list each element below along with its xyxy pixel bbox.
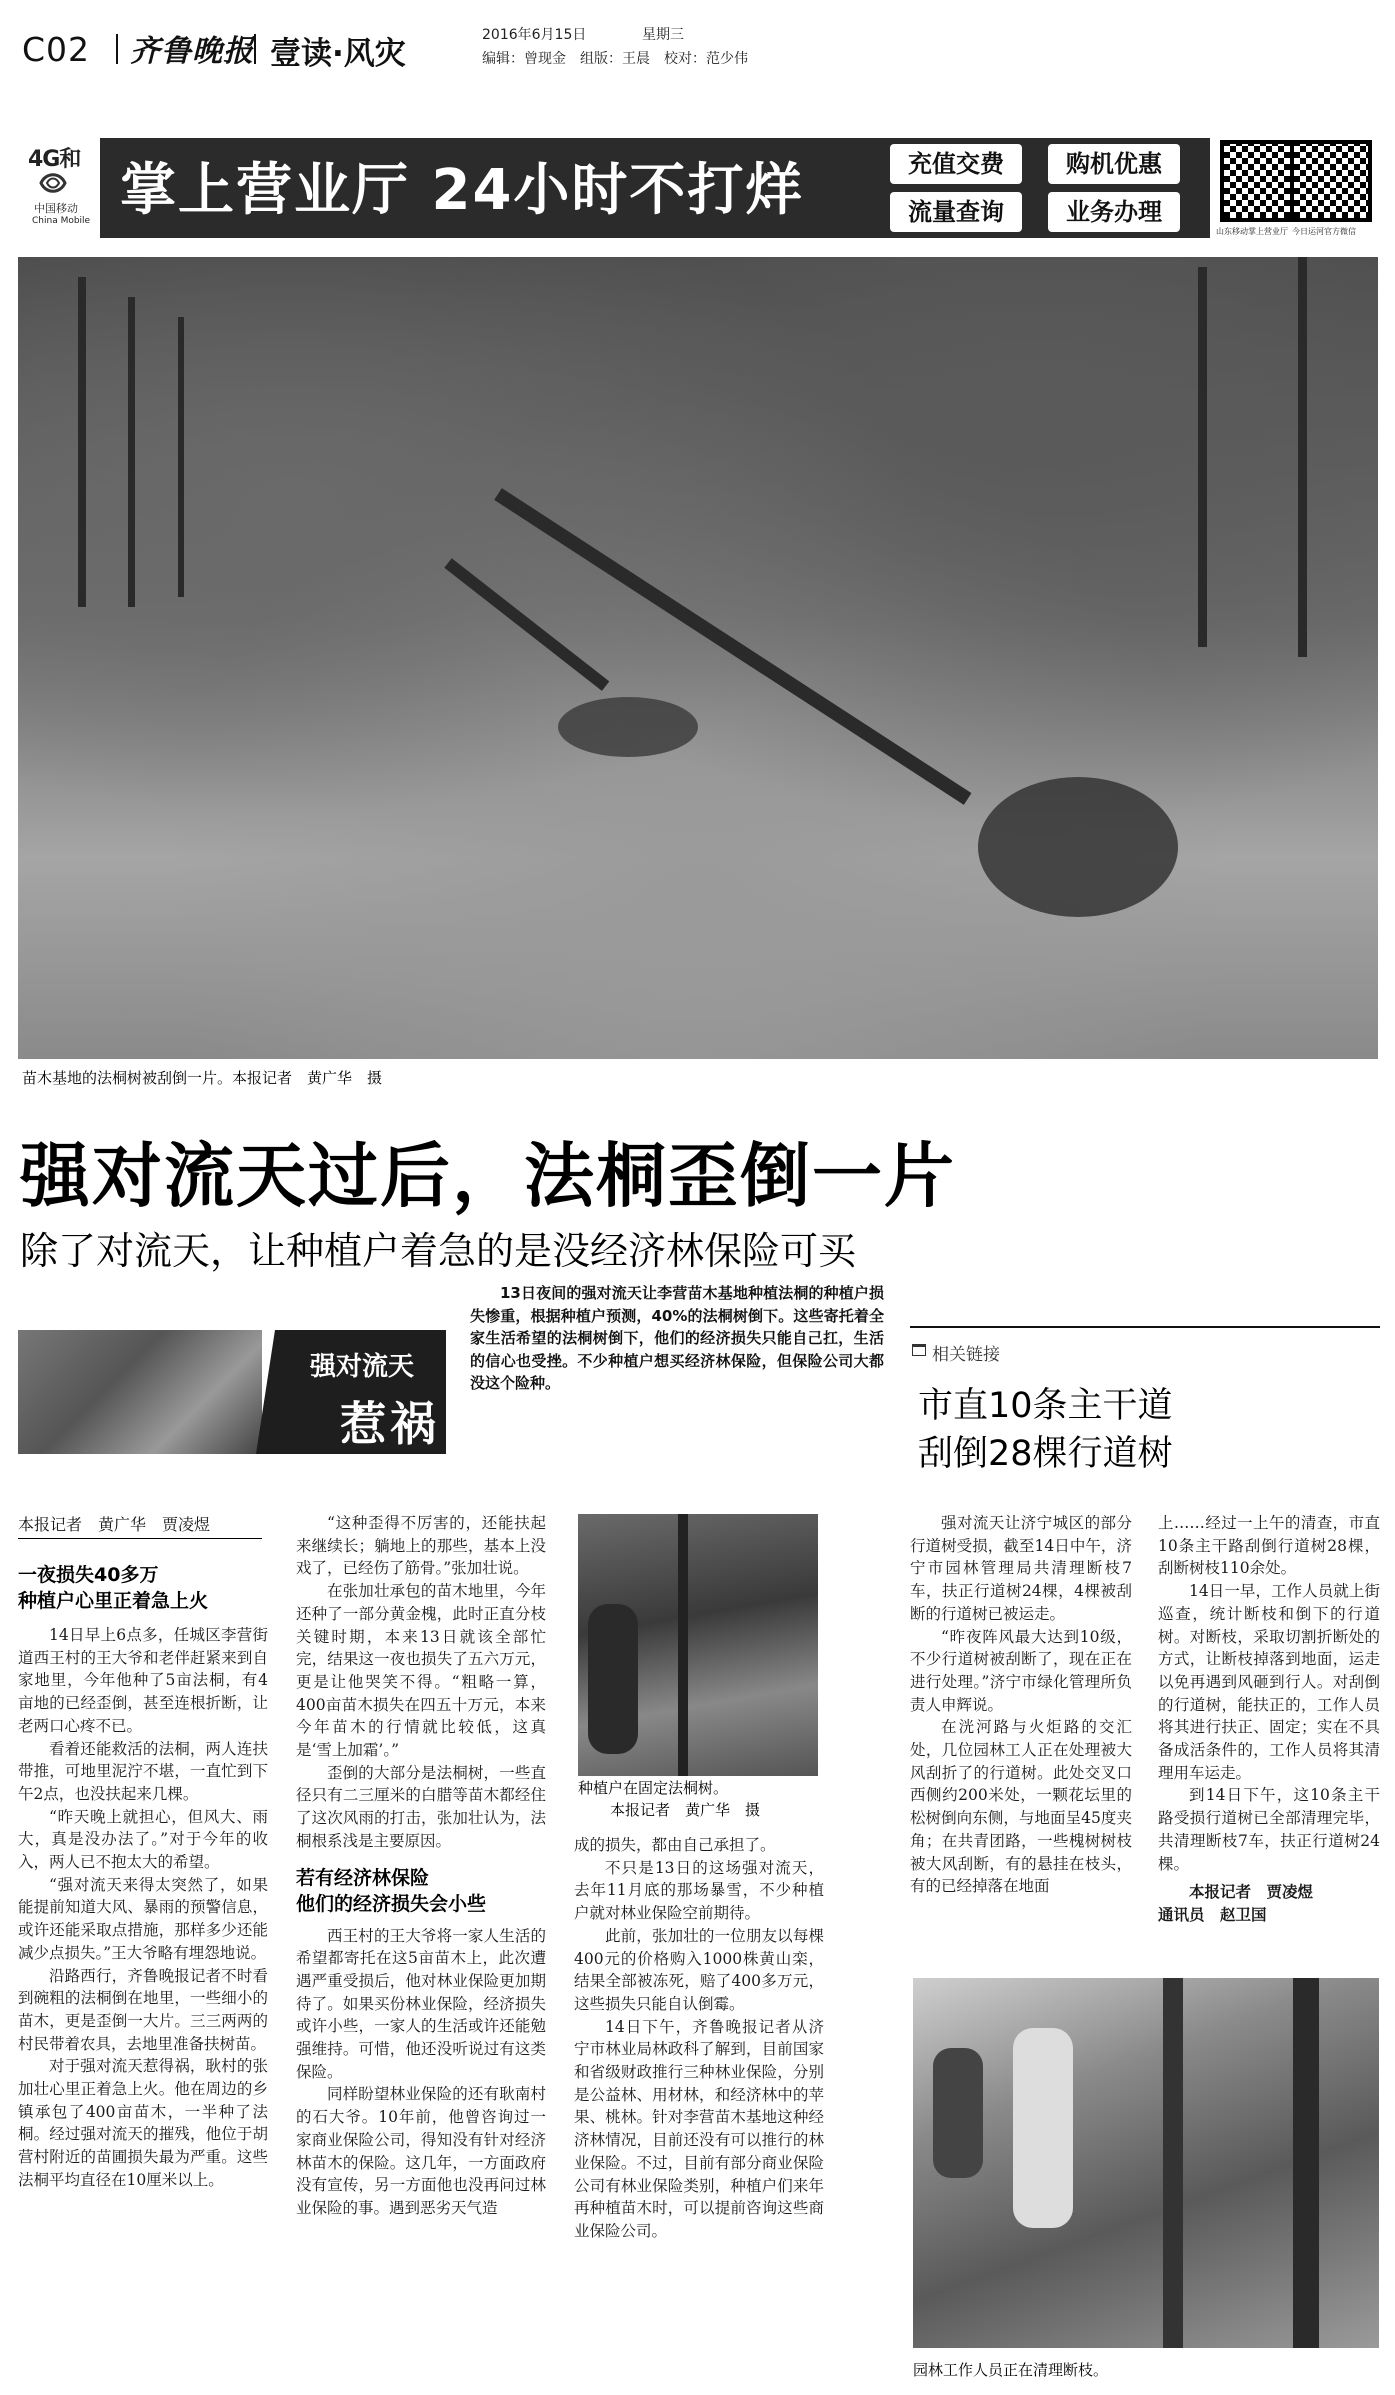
article-column-3 bbox=[574, 1834, 824, 2243]
kicker-photo bbox=[18, 1330, 262, 1454]
ad-button-services[interactable]: 业务办理 bbox=[1048, 192, 1180, 232]
ad-banner[interactable] bbox=[20, 138, 1378, 238]
header-divider bbox=[116, 34, 118, 64]
workers-photo-caption: 园林工作人员正在清理断枝。 bbox=[913, 2361, 1109, 2379]
paragraph: 此前，张加壮的一位朋友以每棵400元的价格购入1000株黄山栾，结果全部被冻死，赔了400多万元，这些损失只能自认倒霉。 bbox=[574, 1926, 824, 2013]
main-photo-fallen-trees bbox=[18, 257, 1378, 1059]
paragraph: 上……经过一上午的清查，市直10条主干路刮倒行道树28棵，刮断树枝110余处。 bbox=[1158, 1514, 1380, 1578]
ad-button-phone-deals[interactable]: 购机优惠 bbox=[1048, 144, 1180, 184]
section-title: 壹读·风灾 bbox=[270, 36, 406, 72]
paragraph: 在张加壮承包的苗木地里，今年还种了一部分黄金槐，此时正直分枝关键时期，本来13日就该全部忙完，结果这一夜也损失了五六万元，更是让他哭笑不得。“粗略一算，400亩苗木损失在四五十万元，本来今年苗木的行情就比较低，这真是‘雪上加霜’。” bbox=[296, 1582, 546, 1760]
page-number: C02 bbox=[22, 30, 91, 69]
qr-caption: 山东移动掌上营业厅 bbox=[1216, 227, 1288, 236]
farmer-photo-credit: 本报记者 黄广华 摄 bbox=[610, 1801, 761, 1819]
lede-paragraph: 13日夜间的强对流天让李营苗木基地种植法桐的种植户损失惨重，根据种植户预测，40%的法桐树倒下。这些寄托着全家生活希望的法桐树倒下，他们的经济损失只能自己扛，生活的信心也受挫。不少种植户想买经济林保险，但保险公司大都没这个险种。 bbox=[470, 1284, 884, 1393]
newspaper-logo: 齐鲁晚报 bbox=[130, 34, 254, 69]
paragraph: 成的损失，都由自己承担了。 bbox=[574, 1836, 776, 1854]
ad-brand-4g: 4G和 bbox=[28, 147, 81, 172]
related-title: 市直10条主干道 刮倒28棵行道树 bbox=[918, 1386, 1173, 1474]
paragraph: 14日一早，工作人员就上街巡查，统计断枝和倒下的行道树。对断枝，采取切割折断处的方式，让断枝掉落到地面，运走以免再遇到风砸到行人。对刮倒的行道树，能扶正的，工作人员将其进行扶正、固定；实在不具备成活条件的，工作人员将其清理用车运走。 bbox=[1158, 1582, 1380, 1782]
kicker-line-2: 惹祸 bbox=[340, 1397, 440, 1451]
paragraph: 强对流天让济宁城区的部分行道树受损，截至14日中午，济宁市园林管理局共清理断枝7车，扶正行道树24棵，4棵被刮断的行道树已被运走。 bbox=[910, 1514, 1132, 1623]
paragraph: 西王村的王大爷将一家人生活的希望都寄托在这5亩苗木上，此次遭遇严重受损后，他对林业保险更加期待了。如果买份林业保险，经济损失或许小些，一家人的生活或许还能勉强维持。可惜，他还没听说过有这类保险。 bbox=[296, 1926, 546, 2081]
ad-button-data-query[interactable]: 流量查询 bbox=[890, 192, 1022, 232]
related-byline: 通讯员 赵卫国 bbox=[1158, 1905, 1267, 1924]
paragraph: 同样盼望林业保险的还有耿南村的石大爷。10年前，他曾咨询过一家商业保险公司，得知没有针对经济林苗木的保险。这几年，一方面政府没有宣传，另一方面他也没再问过林业保险的事。遇到恶劣天气造 bbox=[296, 2085, 546, 2217]
workers-photo bbox=[913, 1978, 1379, 2348]
paragraph: “强对流天来得太突然了，如果能提前知道大风、暴雨的预警信息，或许还能采取点措施，那样多少还能减少点损失。”王大爷略有埋怨地说。 bbox=[18, 1875, 268, 1962]
kicker-line-1: 强对流天 bbox=[310, 1352, 415, 1382]
paragraph: 到14日下午，这10条主干路受损行道树已全部清理完毕，共清理断枝7车，扶正行道树24棵。 bbox=[1158, 1786, 1380, 1873]
main-photo-caption: 苗木基地的法桐树被刮倒一片。本报记者 黄广华 摄 bbox=[22, 1069, 383, 1087]
paragraph: “这种歪得不厉害的，还能扶起来继续长；躺地上的那些，基本上没戏了，已经伤了筋骨。”张加壮说。 bbox=[296, 1514, 546, 1578]
folder-icon bbox=[912, 1344, 926, 1356]
ad-brand-cn: 中国移动 bbox=[34, 202, 78, 215]
issue-weekday: 星期三 bbox=[642, 27, 684, 43]
subheadline: 除了对流天，让种植户着急的是没经济林保险可买 bbox=[20, 1229, 857, 1273]
paragraph: 歪倒的大部分是法桐树，一些直径只有二三厘米的白腊等苗木都经住了这次风雨的打击，张加壮认为，法桐根系浅是主要原因。 bbox=[296, 1763, 546, 1850]
article-column-2 bbox=[296, 1512, 546, 2220]
paragraph: “昨天晚上就担心，但风大、雨大，真是没办法了。”对于今年的收入，两人已不抱太大的希望。 bbox=[18, 1807, 268, 1872]
paragraph: 在洸河路与火炬路的交汇处，几位园林工人正在处理被大风刮折了的行道树。此处交叉口西侧约200米处，一颗花坛里的松树倒向东侧，与地面呈45度夹角；在共青团路，一些槐树树枝被大风刮断，有的悬挂在枝头，有的已经掉落在地面 bbox=[910, 1718, 1132, 1896]
paragraph: 对于强对流天惹得祸，耿村的张加壮心里正着急上火。他在周边的乡镇承包了400亩苗木，一半种了法桐。经过强对流天的摧残，他位于胡营村附近的苗圃损失最为严重。这些法桐平均直径在10厘米以上。 bbox=[18, 2057, 268, 2189]
issue-date: 2016年6月15日 bbox=[482, 27, 587, 43]
kicker-graphic bbox=[18, 1330, 446, 1454]
related-tag: 相关链接 bbox=[912, 1340, 1000, 1365]
related-column-b bbox=[1158, 1512, 1380, 1927]
subheading: 若有经济林保险 他们的经济损失会小些 bbox=[296, 1866, 487, 1915]
paragraph: “昨夜阵风最大达到10级，不少行道树被刮断了，现在正在进行处理。”济宁市绿化管理所负责人申辉说。 bbox=[910, 1627, 1132, 1714]
paragraph: 沿路西行，齐鲁晚报记者不时看到碗粗的法桐倒在地里，一些细小的苗木，更是歪倒一大片。三三两两的村民带着农具，去地里准备扶树苗。 bbox=[18, 1966, 268, 2053]
byline: 本报记者 黄广华 贾凌煜 bbox=[18, 1512, 262, 1539]
related-top-rule bbox=[910, 1326, 1380, 1328]
qr-caption: 今日运河官方微信 bbox=[1292, 227, 1356, 236]
ad-button-recharge[interactable]: 充值交费 bbox=[890, 144, 1022, 184]
farmer-photo bbox=[578, 1514, 818, 1776]
farmer-photo-caption: 种植户在固定法桐树。 bbox=[578, 1779, 729, 1797]
paragraph: 看着还能救活的法桐，两人连扶带推，可地里泥泞不堪，一直忙到下午2点，也没扶起来几棵。 bbox=[18, 1739, 268, 1803]
related-byline: 本报记者 贾凌煜 bbox=[1189, 1883, 1314, 1902]
china-mobile-icon bbox=[38, 170, 68, 196]
headline: 强对流天过后，法桐歪倒一片 bbox=[20, 1135, 956, 1217]
qr-code-icon[interactable] bbox=[1290, 140, 1372, 222]
ad-slogan: 掌上营业厅 24小时不打烊 bbox=[120, 158, 804, 223]
article-column-1 bbox=[18, 1562, 268, 2192]
subheading: 一夜损失40多万 种植户心里正着急上火 bbox=[18, 1564, 209, 1612]
china-mobile-logo bbox=[20, 138, 92, 238]
header-divider bbox=[254, 34, 256, 64]
editor-credits: 编辑：曾现金 组版：王晨 校对：范少伟 bbox=[482, 51, 748, 67]
ad-brand-en: China Mobile bbox=[32, 216, 91, 226]
paragraph: 14日早上6点多，任城区李营街道西王村的王大爷和老伴赶紧来到自家地里，今年他种了5亩法桐，有4亩地的已经歪倒，甚至连根折断，让老两口心疼不已。 bbox=[18, 1626, 268, 1735]
paragraph: 14日下午，齐鲁晚报记者从济宁市林业局林政科了解到，目前国家和省级财政推行三种林业保险，分别是公益林、用材林，和经济林中的苹果、桃林。针对李营苗木基地这种经济林情况，目前还没有可以推行的林业保险。不过，目前有部分商业保险公司有林业保险类别，种植户们来年再种植苗木时，可以提前咨询这些商业保险公司。 bbox=[574, 2017, 824, 2240]
related-column-a bbox=[910, 1512, 1132, 1898]
paragraph: 不只是13日的这场强对流天，去年11月底的那场暴雪，不少种植户就对林业保险空前期待。 bbox=[574, 1858, 824, 1923]
